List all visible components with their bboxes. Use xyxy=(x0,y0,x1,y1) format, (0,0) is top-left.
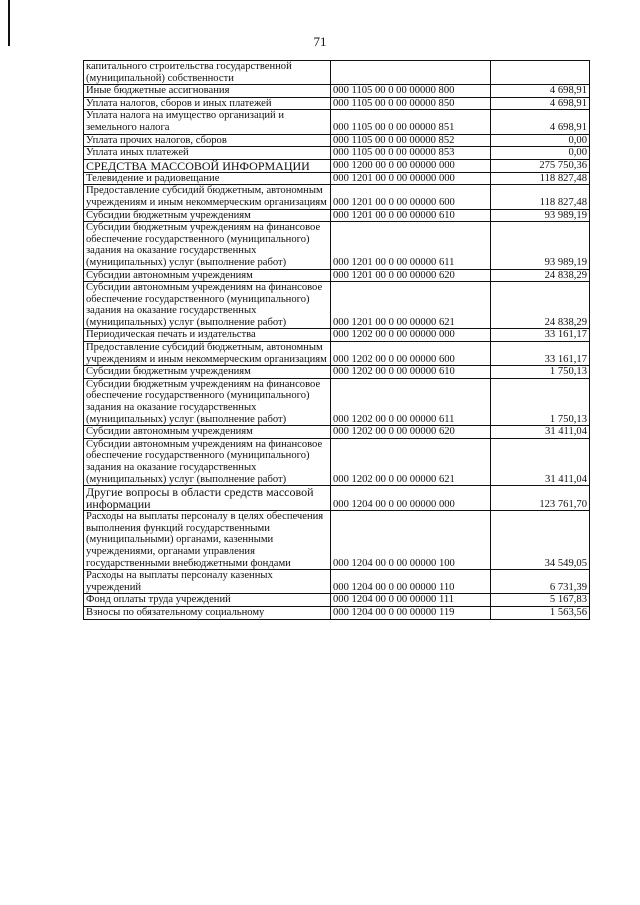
table-row xyxy=(84,159,590,172)
table-row xyxy=(84,329,590,342)
row-amount-cell: 33 161,17 xyxy=(491,342,590,366)
row-amount-cell: 1 750,13 xyxy=(491,378,590,425)
table-row xyxy=(84,378,590,425)
page-number: 71 xyxy=(313,34,327,49)
table-row xyxy=(84,61,590,85)
row-code-cell: 000 1105 00 0 00 00000 852 xyxy=(331,134,491,147)
row-amount-cell: 4 698,91 xyxy=(491,97,590,110)
row-code-cell: 000 1200 00 0 00 00000 000 xyxy=(331,159,491,172)
row-name-cell: Субсидии автономным учреждениям xyxy=(84,426,331,439)
budget-table-body xyxy=(84,61,590,620)
row-name-cell: Периодическая печать и издательства xyxy=(84,329,331,342)
table-row xyxy=(84,185,590,209)
row-name-cell: Субсидии бюджетным учреждениям xyxy=(84,366,331,379)
row-name-cell: Фонд оплаты труда учреждений xyxy=(84,594,331,607)
table-row xyxy=(84,594,590,607)
table-row xyxy=(84,269,590,282)
row-name-cell: Субсидии бюджетным учреждениям на финансовое обеспечение государственного (муниципального) задания на оказание государственных (муниципальных) услуг (выполнение работ) xyxy=(84,222,331,269)
row-name-cell: Субсидии бюджетным учреждениям xyxy=(84,209,331,222)
table-row xyxy=(84,342,590,366)
row-code-cell: 000 1204 00 0 00 00000 100 xyxy=(331,511,491,570)
row-code-cell: 000 1204 00 0 00 00000 110 xyxy=(331,570,491,594)
row-code-cell: 000 1201 00 0 00 00000 610 xyxy=(331,209,491,222)
row-code-cell: 000 1105 00 0 00 00000 800 xyxy=(331,85,491,98)
row-amount-cell: 24 838,29 xyxy=(491,282,590,329)
row-code-cell: 000 1204 00 0 00 00000 119 xyxy=(331,606,491,619)
row-name-cell: Уплата иных платежей xyxy=(84,147,331,160)
row-code-cell: 000 1201 00 0 00 00000 600 xyxy=(331,185,491,209)
row-name-cell: Субсидии автономным учреждениям xyxy=(84,269,331,282)
table-row xyxy=(84,209,590,222)
table-row xyxy=(84,222,590,269)
table-row xyxy=(84,606,590,619)
table-row xyxy=(84,134,590,147)
table-row xyxy=(84,438,590,485)
row-amount-cell: 31 411,04 xyxy=(491,438,590,485)
row-code-cell: 000 1202 00 0 00 00000 611 xyxy=(331,378,491,425)
row-amount-cell: 1 750,13 xyxy=(491,366,590,379)
row-code-cell: 000 1105 00 0 00 00000 851 xyxy=(331,110,491,134)
row-amount-cell: 93 989,19 xyxy=(491,209,590,222)
row-name-cell: Субсидии автономным учреждениям на финансовое обеспечение государственного (муниципального) задания на оказание государственных (муниципальных) услуг (выполнение работ) xyxy=(84,438,331,485)
row-name-cell: Расходы на выплаты персоналу казенных учреждений xyxy=(84,570,331,594)
row-name-cell: капитального строительства государственной (муниципальной) собственности xyxy=(84,61,331,85)
row-amount-cell: 118 827,48 xyxy=(491,172,590,185)
row-amount-cell: 275 750,36 xyxy=(491,159,590,172)
row-amount-cell: 24 838,29 xyxy=(491,269,590,282)
row-amount-cell xyxy=(491,61,590,85)
table-row xyxy=(84,570,590,594)
row-code-cell: 000 1201 00 0 00 00000 620 xyxy=(331,269,491,282)
row-name-cell: Субсидии автономным учреждениям на финансовое обеспечение государственного (муниципального) задания на оказание государственных (муниципальных) услуг (выполнение работ) xyxy=(84,282,331,329)
row-code-cell: 000 1201 00 0 00 00000 621 xyxy=(331,282,491,329)
row-amount-cell: 0,00 xyxy=(491,134,590,147)
row-name-cell: Уплата прочих налогов, сборов xyxy=(84,134,331,147)
row-code-cell: 000 1201 00 0 00 00000 611 xyxy=(331,222,491,269)
row-code-cell: 000 1105 00 0 00 00000 850 xyxy=(331,97,491,110)
table-row xyxy=(84,426,590,439)
row-code-cell: 000 1202 00 0 00 00000 000 xyxy=(331,329,491,342)
row-amount-cell: 4 698,91 xyxy=(491,110,590,134)
row-code-cell xyxy=(331,61,491,85)
row-amount-cell: 6 731,39 xyxy=(491,570,590,594)
budget-table xyxy=(83,60,590,620)
row-code-cell: 000 1202 00 0 00 00000 620 xyxy=(331,426,491,439)
table-row xyxy=(84,97,590,110)
row-name-cell: Иные бюджетные ассигнования xyxy=(84,85,331,98)
row-amount-cell: 118 827,48 xyxy=(491,185,590,209)
row-name-cell: Телевидение и радиовещание xyxy=(84,172,331,185)
row-code-cell: 000 1204 00 0 00 00000 111 xyxy=(331,594,491,607)
table-row xyxy=(84,511,590,570)
table-row xyxy=(84,147,590,160)
table-row xyxy=(84,366,590,379)
row-amount-cell: 123 761,70 xyxy=(491,486,590,511)
row-code-cell: 000 1202 00 0 00 00000 600 xyxy=(331,342,491,366)
row-name-cell: Предоставление субсидий бюджетным, автономным учреждениям и иным некоммерческим организациям xyxy=(84,185,331,209)
row-name-cell: Другие вопросы в области средств массовой информации xyxy=(84,486,331,511)
row-code-cell: 000 1105 00 0 00 00000 853 xyxy=(331,147,491,160)
table-row xyxy=(84,110,590,134)
row-name-cell: Субсидии бюджетным учреждениям на финансовое обеспечение государственного (муниципального) задания на оказание государственных (муниципальных) услуг (выполнение работ) xyxy=(84,378,331,425)
row-amount-cell: 0,00 xyxy=(491,147,590,160)
row-name-cell: Уплата налога на имущество организаций и земельного налога xyxy=(84,110,331,134)
row-name-cell: Расходы на выплаты персоналу в целях обеспечения выполнения функций государственными (муниципальными) органами, казенными учреждениями, органами управления государственными внебюджетными фондами xyxy=(84,511,331,570)
table-row xyxy=(84,282,590,329)
row-amount-cell: 34 549,05 xyxy=(491,511,590,570)
row-amount-cell: 93 989,19 xyxy=(491,222,590,269)
table-row xyxy=(84,172,590,185)
table-row xyxy=(84,85,590,98)
row-code-cell: 000 1202 00 0 00 00000 621 xyxy=(331,438,491,485)
row-amount-cell: 31 411,04 xyxy=(491,426,590,439)
row-name-cell: Уплата налогов, сборов и иных платежей xyxy=(84,97,331,110)
row-amount-cell: 1 563,56 xyxy=(491,606,590,619)
row-name-cell: СРЕДСТВА МАССОВОЙ ИНФОРМАЦИИ xyxy=(84,159,331,172)
row-name-cell: Взносы по обязательному социальному xyxy=(84,606,331,619)
row-amount-cell: 5 167,83 xyxy=(491,594,590,607)
row-code-cell: 000 1201 00 0 00 00000 000 xyxy=(331,172,491,185)
table-row xyxy=(84,486,590,511)
row-code-cell: 000 1204 00 0 00 00000 000 xyxy=(331,486,491,511)
row-code-cell: 000 1202 00 0 00 00000 610 xyxy=(331,366,491,379)
row-amount-cell: 4 698,91 xyxy=(491,85,590,98)
row-name-cell: Предоставление субсидий бюджетным, автономным учреждениям и иным некоммерческим организациям xyxy=(84,342,331,366)
row-amount-cell: 33 161,17 xyxy=(491,329,590,342)
